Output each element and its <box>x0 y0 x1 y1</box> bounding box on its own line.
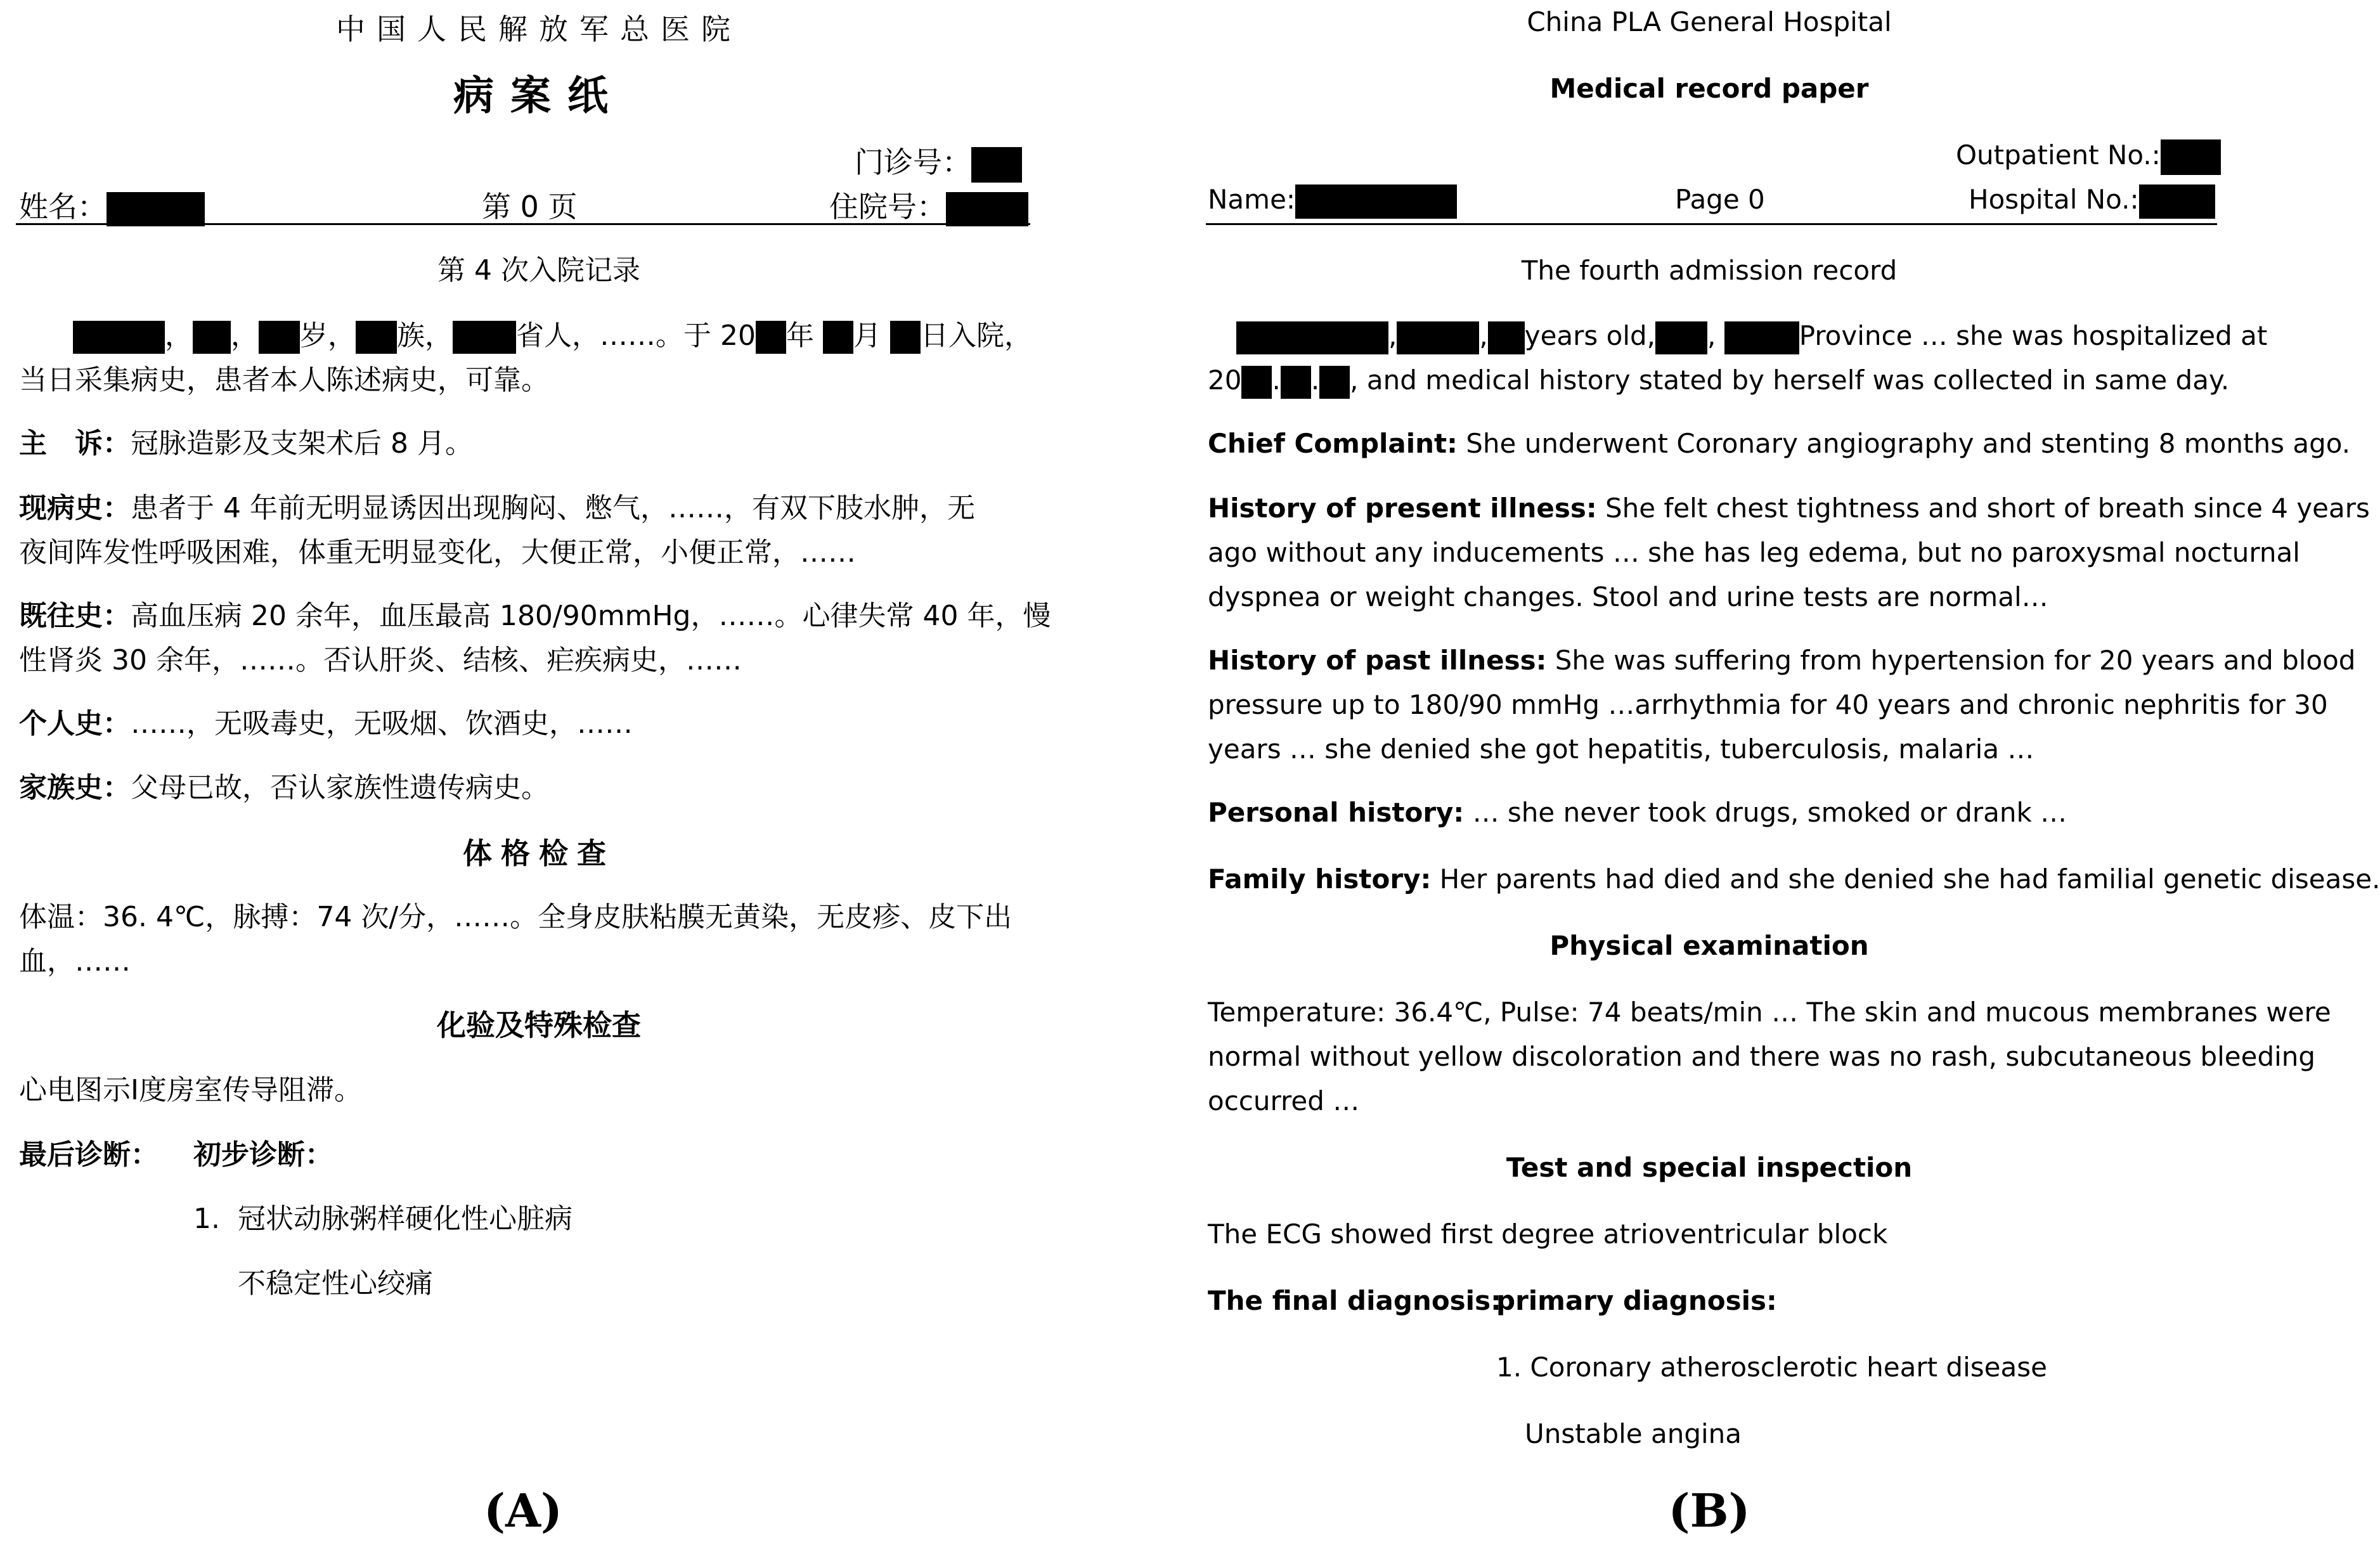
chief-text: She underwent Coronary angiography and stenting 8 months ago. <box>1457 428 2351 459</box>
outpatient-field <box>855 139 1022 183</box>
personal-text: ……，无吸毒史，无吸烟、饮酒史，…… <box>131 708 633 740</box>
intro-dot: . <box>1272 365 1281 396</box>
redaction-block <box>453 321 516 354</box>
hospital-no-label: Hospital No.: <box>1969 184 2139 215</box>
personal-history <box>19 702 633 746</box>
intro-paragraph <box>19 314 1032 403</box>
exam-line-2: normal without yellow discoloration and there was no rash, subcutaneous bleeding <box>1208 1041 2316 1072</box>
primary-diagnosis-label: 初步诊断： <box>193 1139 333 1171</box>
figure-label-b: (B) <box>1668 1484 1750 1537</box>
redaction-block <box>193 321 231 354</box>
personal-label: Personal history: <box>1208 797 1465 828</box>
name-label: 姓名： <box>19 190 107 224</box>
panel-b-english-record <box>1198 0 2380 1552</box>
outpatient-field <box>1956 133 2221 178</box>
exam-line-1: Temperature: 36.4℃, Pulse: 74 beats/min … The skin and mucous membranes were <box>1208 997 2331 1028</box>
present-label: History of present illness: <box>1208 493 1597 524</box>
intro-age: 岁， <box>300 320 356 352</box>
family-label: 家族史： <box>19 772 131 804</box>
hospital-name: China PLA General Hospital <box>1527 6 1892 37</box>
intro-line-2: 当日采集病史，患者本人陈述病史，可靠。 <box>19 364 549 396</box>
past-line-1 <box>19 594 1051 638</box>
intro-ethnic: 族， <box>397 320 453 352</box>
family-history <box>19 766 549 810</box>
redaction-block <box>1488 321 1525 354</box>
intro-day: 日入院， <box>920 320 1032 352</box>
paper-title: 病案纸 <box>453 73 624 120</box>
name-field <box>19 184 205 226</box>
past-line-1 <box>1208 638 2355 683</box>
page-number: 第 0 页 <box>482 190 578 224</box>
chief-label: 主 诉： <box>19 427 131 460</box>
redaction-block <box>107 192 205 226</box>
past-label: 既往史： <box>19 600 131 632</box>
family-history <box>1208 857 2380 902</box>
past-line-3: years … she denied she got hepatitis, tuberculosis, malaria … <box>1208 734 2034 765</box>
tests-section-title: 化验及特殊检查 <box>437 1008 641 1042</box>
redaction-block <box>356 321 397 354</box>
intro-sep: , <box>1707 320 1716 351</box>
redaction-block <box>823 321 853 354</box>
redaction-block <box>259 321 300 354</box>
exam-line-1: 体温：36. 4℃，脉搏：74 次/分，……。全身皮肤粘膜无黄染，无皮疹、皮下出 <box>19 901 1012 933</box>
intro-paragraph <box>1208 314 2267 403</box>
redaction-block <box>1295 184 1457 219</box>
tests-text: 心电图示Ⅰ度房室传导阻滞。 <box>19 1074 362 1106</box>
intro-year: 年 <box>786 320 814 352</box>
chief-complaint <box>1208 422 2350 466</box>
intro-province: 省人，……。于 20 <box>516 320 756 352</box>
present-illness <box>19 486 975 575</box>
hospital-no-field <box>829 184 1028 226</box>
hospital-no-label: 住院号： <box>829 190 946 224</box>
final-diagnosis-label: The final diagnosis: <box>1208 1285 1501 1316</box>
present-line-3: dyspnea or weight changes. Stool and urine tests are normal… <box>1208 581 2048 612</box>
redaction-block <box>971 147 1022 183</box>
exam-paragraph <box>19 895 1012 984</box>
redaction-block <box>1397 321 1479 354</box>
chief-label: Chief Complaint: <box>1208 428 1458 459</box>
present-text: 患者于 4 年前无明显诱因出现胸闷、憋气，……，有双下肢水肿，无 <box>131 492 975 524</box>
redaction-block <box>1241 366 1272 399</box>
present-label: 现病史： <box>19 492 131 524</box>
record-title: The fourth admission record <box>1521 255 1898 286</box>
intro-sep: ， <box>165 320 193 352</box>
exam-section-title: Physical examination <box>1549 930 1869 961</box>
redaction-block <box>756 321 786 354</box>
diagnosis-2: 不稳定性心绞痛 <box>238 1267 433 1300</box>
panel-a-chinese-record <box>0 0 1078 1552</box>
family-text: Her parents had died and she denied she had familial genetic disease. <box>1431 863 2380 895</box>
record-title: 第 4 次入院记录 <box>437 254 640 287</box>
chief-text: 冠脉造影及支架术后 8 月。 <box>131 427 473 460</box>
redaction-block <box>2139 184 2215 219</box>
redaction-block <box>1724 321 1799 354</box>
personal-history <box>1208 791 2067 835</box>
outpatient-label: Outpatient No.: <box>1956 139 2161 171</box>
family-text: 父母已故，否认家族性遗传病史。 <box>131 772 549 804</box>
past-line-2: pressure up to 180/90 mmHg …arrhythmia for 40 years and chronic nephritis for 30 <box>1208 689 2328 720</box>
intro-age: years old, <box>1524 320 1656 351</box>
intro-line-2 <box>1208 358 2267 403</box>
diagnosis-1: 1. Coronary atherosclerotic heart disease <box>1496 1352 2047 1383</box>
diagnosis-1-number: 1. <box>193 1203 220 1235</box>
present-line-2: 夜间阵发性呼吸困难，体重无明显变化，大便正常，小便正常，…… <box>19 536 856 569</box>
intro-line-2-text: , and medical history stated by herself was collected in same day. <box>1350 365 2230 396</box>
redaction-block <box>2161 139 2221 175</box>
intro-sep: , <box>1388 320 1397 351</box>
intro-province: Province … she was hospitalized at <box>1799 320 2268 351</box>
redaction-block <box>1281 366 1311 399</box>
name-field <box>1208 178 1457 222</box>
hospital-no-field <box>1969 178 2215 222</box>
paper-title: Medical record paper <box>1549 73 1869 104</box>
personal-label: 个人史： <box>19 708 131 740</box>
intro-line-1 <box>1208 314 2267 358</box>
past-label: History of past illness: <box>1208 645 1547 676</box>
hospital-name: 中国人民解放军总医院 <box>336 12 742 46</box>
exam-paragraph <box>1208 990 2331 1123</box>
header-rule <box>1206 223 2217 225</box>
family-label: Family history: <box>1208 863 1432 895</box>
diagnosis-1: 冠状动脉粥样硬化性心脏病 <box>238 1203 572 1235</box>
past-illness <box>19 594 1051 683</box>
present-illness <box>1208 486 2370 619</box>
primary-diagnosis-label: primary diagnosis: <box>1496 1285 1777 1316</box>
redaction-block <box>1319 366 1350 399</box>
past-line-2: 性肾炎 30 余年，……。否认肝炎、结核、疟疾病史，…… <box>19 644 742 676</box>
intro-sep: ， <box>231 320 259 352</box>
final-diagnosis-label: 最后诊断： <box>19 1139 158 1171</box>
intro-year-prefix: 20 <box>1208 365 1242 396</box>
figure-label-a: (A) <box>484 1484 562 1537</box>
intro-dot: . <box>1310 365 1320 396</box>
redaction-block <box>946 192 1028 226</box>
exam-line-2: 血，…… <box>19 945 131 978</box>
tests-section-title: Test and special inspection <box>1506 1152 1913 1183</box>
header-rule <box>16 223 1030 225</box>
personal-text: … she never took drugs, smoked or drank … <box>1464 797 2067 828</box>
present-line-1 <box>1208 486 2370 531</box>
past-illness <box>1208 638 2355 772</box>
diagnosis-2: Unstable angina <box>1525 1418 1742 1449</box>
name-label: Name: <box>1208 184 1296 215</box>
redaction-block <box>73 321 165 354</box>
redaction-block <box>1236 321 1388 354</box>
present-line-1 <box>19 486 975 531</box>
redaction-block <box>890 321 921 354</box>
present-line-2: ago without any inducements … she has leg edema, but no paroxysmal nocturnal <box>1208 537 2300 568</box>
exam-line-3: occurred … <box>1208 1085 1360 1116</box>
past-text: She was suffering from hypertension for 20 years and blood <box>1546 645 2356 676</box>
exam-section-title: 体格检查 <box>463 836 615 870</box>
intro-line-1 <box>19 314 1032 358</box>
intro-sep: , <box>1479 320 1488 351</box>
tests-text: The ECG showed first degree atrioventricular block <box>1208 1219 1888 1250</box>
redaction-block <box>1655 321 1707 354</box>
chief-complaint <box>19 422 473 466</box>
past-text: 高血压病 20 余年，血压最高 180/90mmHg，……。心律失常 40 年，慢 <box>131 600 1051 632</box>
page-number: Page 0 <box>1675 184 1765 215</box>
present-text: She felt chest tightness and short of breath since 4 years <box>1596 493 2370 524</box>
outpatient-label: 门诊号： <box>855 145 971 179</box>
intro-month: 月 <box>853 320 881 352</box>
